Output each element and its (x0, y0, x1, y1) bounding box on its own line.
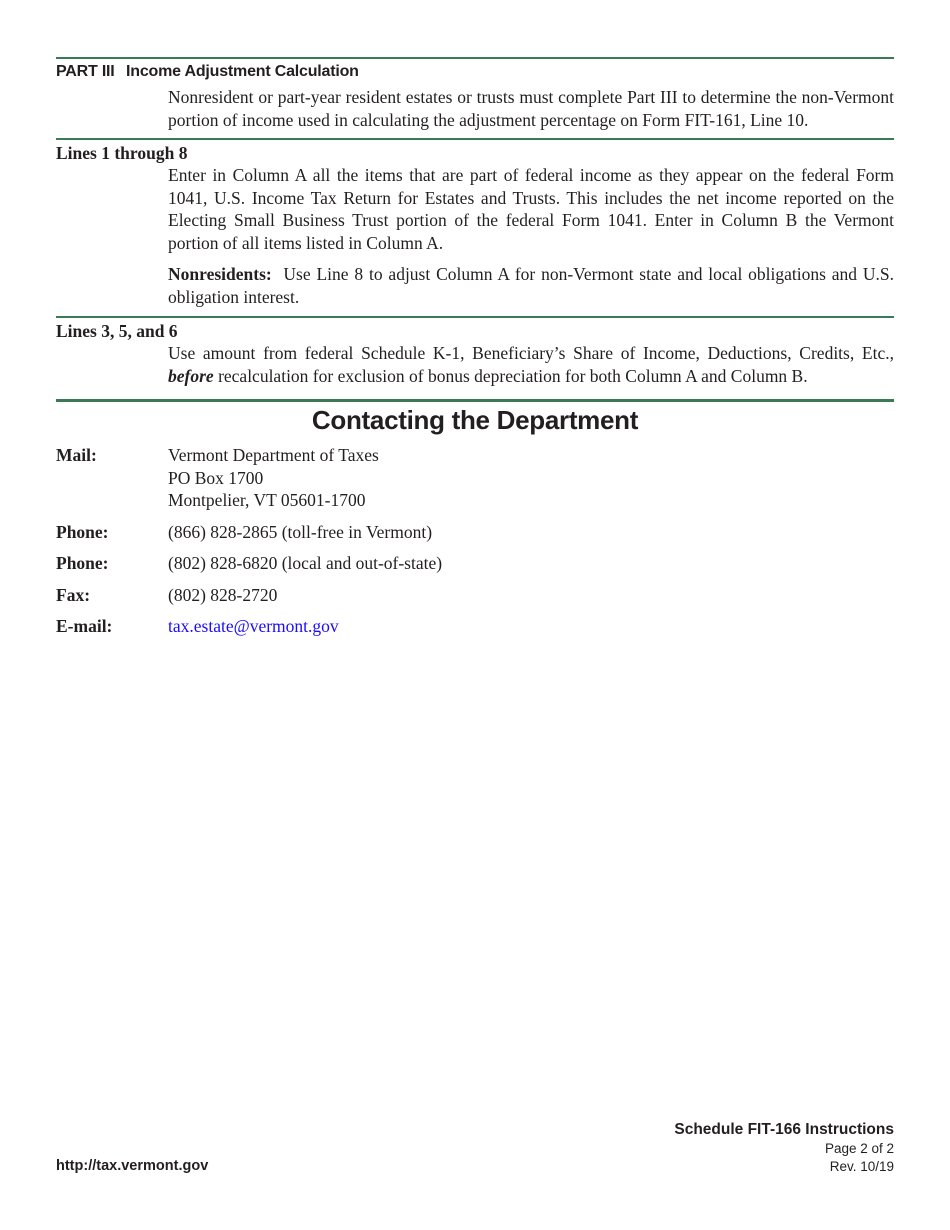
footer-info (674, 1120, 894, 1176)
part-heading (56, 62, 894, 82)
lines-1-8-heading: Lines 1 through 8 (56, 143, 188, 163)
contact-fax-row (56, 584, 894, 607)
lines-3-5-6-heading: Lines 3, 5, and 6 (56, 321, 178, 341)
fax-number: (802) 828-2720 (168, 584, 278, 605)
contact-email-row (56, 615, 894, 638)
phone-local: (802) 828-6820 (local and out-of-state) (168, 553, 443, 573)
contact-title: Contacting the Department (311, 405, 639, 435)
footer-title: Schedule FIT-166 Instructions (674, 1121, 894, 1138)
part-number: PART III (56, 63, 115, 80)
fax-label: Fax: (56, 584, 91, 605)
nonresidents-paragraph (56, 263, 894, 308)
lines-1-8-paragraph: Enter in Column A all the items that are part of federal income as they appear on the federal Form 1041, U.S. Income Tax Return for Estates and Trusts. This includes the net income reported on the Electing Small Business Trust portion of the federal Form 1041. Enter in Column B the Vermont portion of all items listed in Column A. (168, 165, 894, 253)
part-description: Nonresident or part-year resident estates or trusts must complete Part III to determine the non-Vermont portion of income used in calculating the adjustment percentage on Form FIT-161, Line 10. (168, 87, 894, 130)
email-link[interactable]: tax.estate@vermont.gov (168, 616, 339, 636)
emphasis-before: before (168, 365, 214, 386)
nonresidents-text: Use Line 8 to adjust Column A for non-Vermont state and local obligations and U.S. obligation interest. (168, 264, 895, 307)
footer-revision: Rev. 10/19 (829, 1159, 894, 1174)
document-body (56, 57, 894, 638)
contact-phone-row (56, 521, 894, 544)
section-divider (56, 316, 894, 318)
part-title: Income Adjustment Calculation (126, 63, 359, 80)
lines-3-5-6-text-before: Use amount from federal Schedule K-1, Beneficiary’s Share of Income, Deductions, Credits, Etc., (168, 343, 894, 363)
email-label: E-mail: (56, 616, 113, 636)
contact-phone-row (56, 552, 894, 575)
phone-tollfree: (866) 828-2865 (toll-free in Vermont) (168, 521, 433, 542)
footer-url: http://tax.vermont.gov (56, 1158, 209, 1174)
mail-line-3: Montpelier, VT 05601-1700 (168, 490, 366, 510)
section-divider (56, 138, 894, 140)
nonresidents-label: Nonresidents: (168, 264, 272, 284)
lines-3-5-6-paragraph (56, 342, 894, 387)
contact-mail-row (56, 444, 894, 512)
mail-line-1: Vermont Department of Taxes (168, 445, 379, 465)
lines-3-5-6-text-after: recalculation for exclusion of bonus depreciation for both Column A and Column B. (218, 365, 808, 386)
mail-label: Mail: (56, 445, 97, 465)
section-divider (56, 399, 894, 402)
phone-label: Phone: (56, 521, 109, 542)
footer-page: Page 2 of 2 (824, 1141, 894, 1156)
mail-line-2: PO Box 1700 (168, 467, 264, 488)
mail-address (168, 444, 379, 512)
phone-label: Phone: (56, 553, 109, 573)
section-divider (56, 57, 894, 59)
